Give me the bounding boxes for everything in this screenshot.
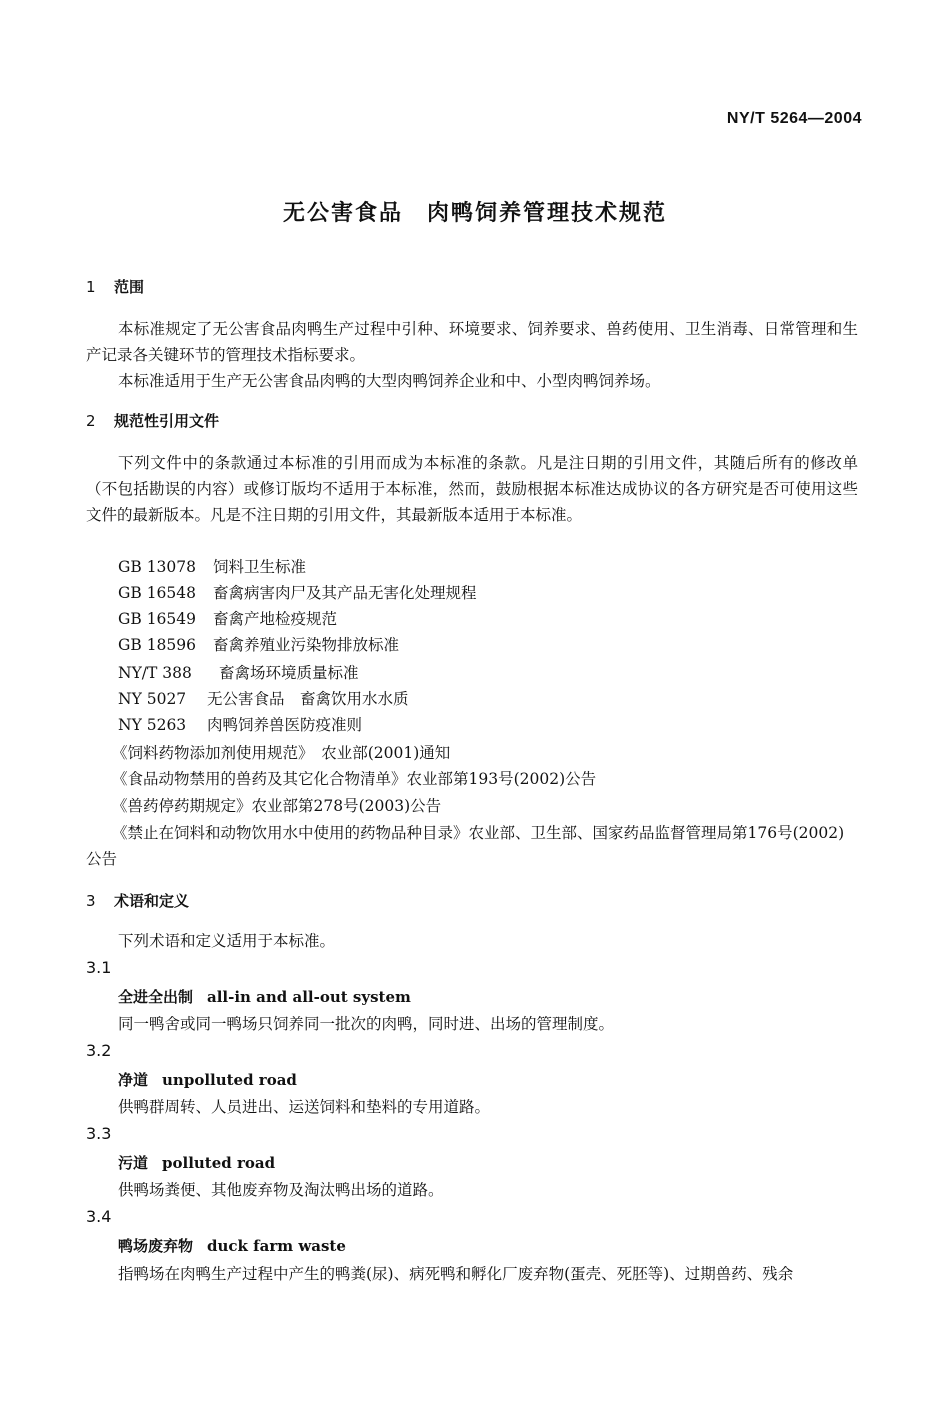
term-zh: 污道 xyxy=(118,1154,149,1172)
term-zh: 全进全出制 xyxy=(118,988,194,1006)
reference-code: GB 13078 xyxy=(118,558,197,576)
term-heading xyxy=(118,1069,297,1090)
term-en: unpolluted road xyxy=(162,1071,297,1089)
term-en: duck farm waste xyxy=(207,1237,346,1255)
section-2-paragraph-1: 下列文件中的条款通过本标准的引用而成为本标准的条款。凡是注日期的引用文件，其随后所有的修改单（不包括勘误的内容）或修订版均不适用于本标准，然而，鼓励根据本标准达成协议的各方研究是否可使用这些文件的最新版本。凡是不注日期的引用文件，其最新版本适用于本标准。 xyxy=(86,454,858,524)
section-number: 1 xyxy=(86,278,96,296)
section-title: 规范性引用文件 xyxy=(114,412,220,430)
reference-item xyxy=(118,606,337,632)
reference-title: 畜禽产地检疫规范 xyxy=(213,610,338,628)
reference-item xyxy=(118,554,306,580)
term-heading xyxy=(118,986,411,1007)
document-title: 无公害食品 肉鸭饲养管理技术规范 xyxy=(282,201,667,226)
section-number: 3 xyxy=(86,892,96,910)
reference-title: 畜禽病害肉尸及其产品无害化处理规程 xyxy=(213,584,477,602)
term-number: 3.1 xyxy=(86,958,112,977)
section-title: 术语和定义 xyxy=(114,892,190,910)
reference-code: NY 5263 xyxy=(118,716,187,734)
term-zh: 鸭场废弃物 xyxy=(118,1237,194,1255)
reference-item: 《兽药停药期规定》农业部第278号(2003)公告 xyxy=(112,797,442,815)
reference-code: GB 18596 xyxy=(118,636,197,654)
reference-item xyxy=(118,686,409,712)
term-zh: 净道 xyxy=(118,1071,149,1089)
reference-item xyxy=(118,632,399,658)
reference-item: 《饲料药物添加剂使用规范》 农业部(2001)通知 xyxy=(112,744,451,762)
section-1-paragraph-1: 本标准规定了无公害食品肉鸭生产过程中引种、环境要求、饲养要求、兽药使用、卫生消毒、日常管理和生产记录各关键环节的管理技术指标要求。 xyxy=(86,320,858,364)
reference-item xyxy=(118,712,362,738)
reference-title: 畜禽养殖业污染物排放标准 xyxy=(213,636,400,654)
section-1-paragraph-2: 本标准适用于生产无公害食品肉鸭的大型肉鸭饲养企业和中、小型肉鸭饲养场。 xyxy=(118,372,661,390)
standard-number: NY/T 5264—2004 xyxy=(726,110,862,127)
reference-item: 《食品动物禁用的兽药及其它化合物清单》农业部第193号(2002)公告 xyxy=(112,770,597,788)
reference-title: 饲料卫生标准 xyxy=(213,558,307,576)
term-definition: 供鸭场粪便、其他废弃物及淘汰鸭出场的道路。 xyxy=(118,1181,444,1199)
reference-code: GB 16549 xyxy=(118,610,197,628)
term-number: 3.3 xyxy=(86,1124,112,1143)
section-3-intro: 下列术语和定义适用于本标准。 xyxy=(118,932,336,950)
reference-code: NY/T 388 xyxy=(118,664,192,682)
term-en: polluted road xyxy=(162,1154,276,1172)
term-heading xyxy=(118,1235,346,1256)
term-definition: 供鸭群周转、人员进出、运送饲料和垫料的专用道路。 xyxy=(118,1098,491,1116)
reference-title: 畜禽场环境质量标准 xyxy=(219,664,359,682)
reference-title: 肉鸭饲养兽医防疫准则 xyxy=(207,716,363,734)
term-heading xyxy=(118,1152,275,1173)
section-2-heading xyxy=(86,410,219,431)
reference-item xyxy=(118,660,359,686)
section-title: 范围 xyxy=(114,278,145,296)
reference-code: GB 16548 xyxy=(118,584,197,602)
reference-title: 无公害食品 畜禽饮用水水质 xyxy=(207,690,409,708)
term-definition: 同一鸭舍或同一鸭场只饲养同一批次的肉鸭，同时进、出场的管理制度。 xyxy=(118,1015,615,1033)
term-number: 3.4 xyxy=(86,1207,112,1226)
term-number: 3.2 xyxy=(86,1041,112,1060)
section-3-heading xyxy=(86,890,189,911)
section-number: 2 xyxy=(86,412,96,430)
reference-item xyxy=(118,580,477,606)
term-en: all-in and all-out system xyxy=(207,988,411,1006)
reference-code: NY 5027 xyxy=(118,690,187,708)
term-definition: 指鸭场在肉鸭生产过程中产生的鸭粪(尿)、病死鸭和孵化厂废弃物(蛋壳、死胚等)、过期兽药、残余 xyxy=(118,1265,794,1283)
section-1-heading xyxy=(86,276,144,297)
reference-item: 《禁止在饲料和动物饮用水中使用的药物品种目录》农业部、卫生部、国家药品监督管理局第176号(2002)公告 xyxy=(86,824,845,868)
